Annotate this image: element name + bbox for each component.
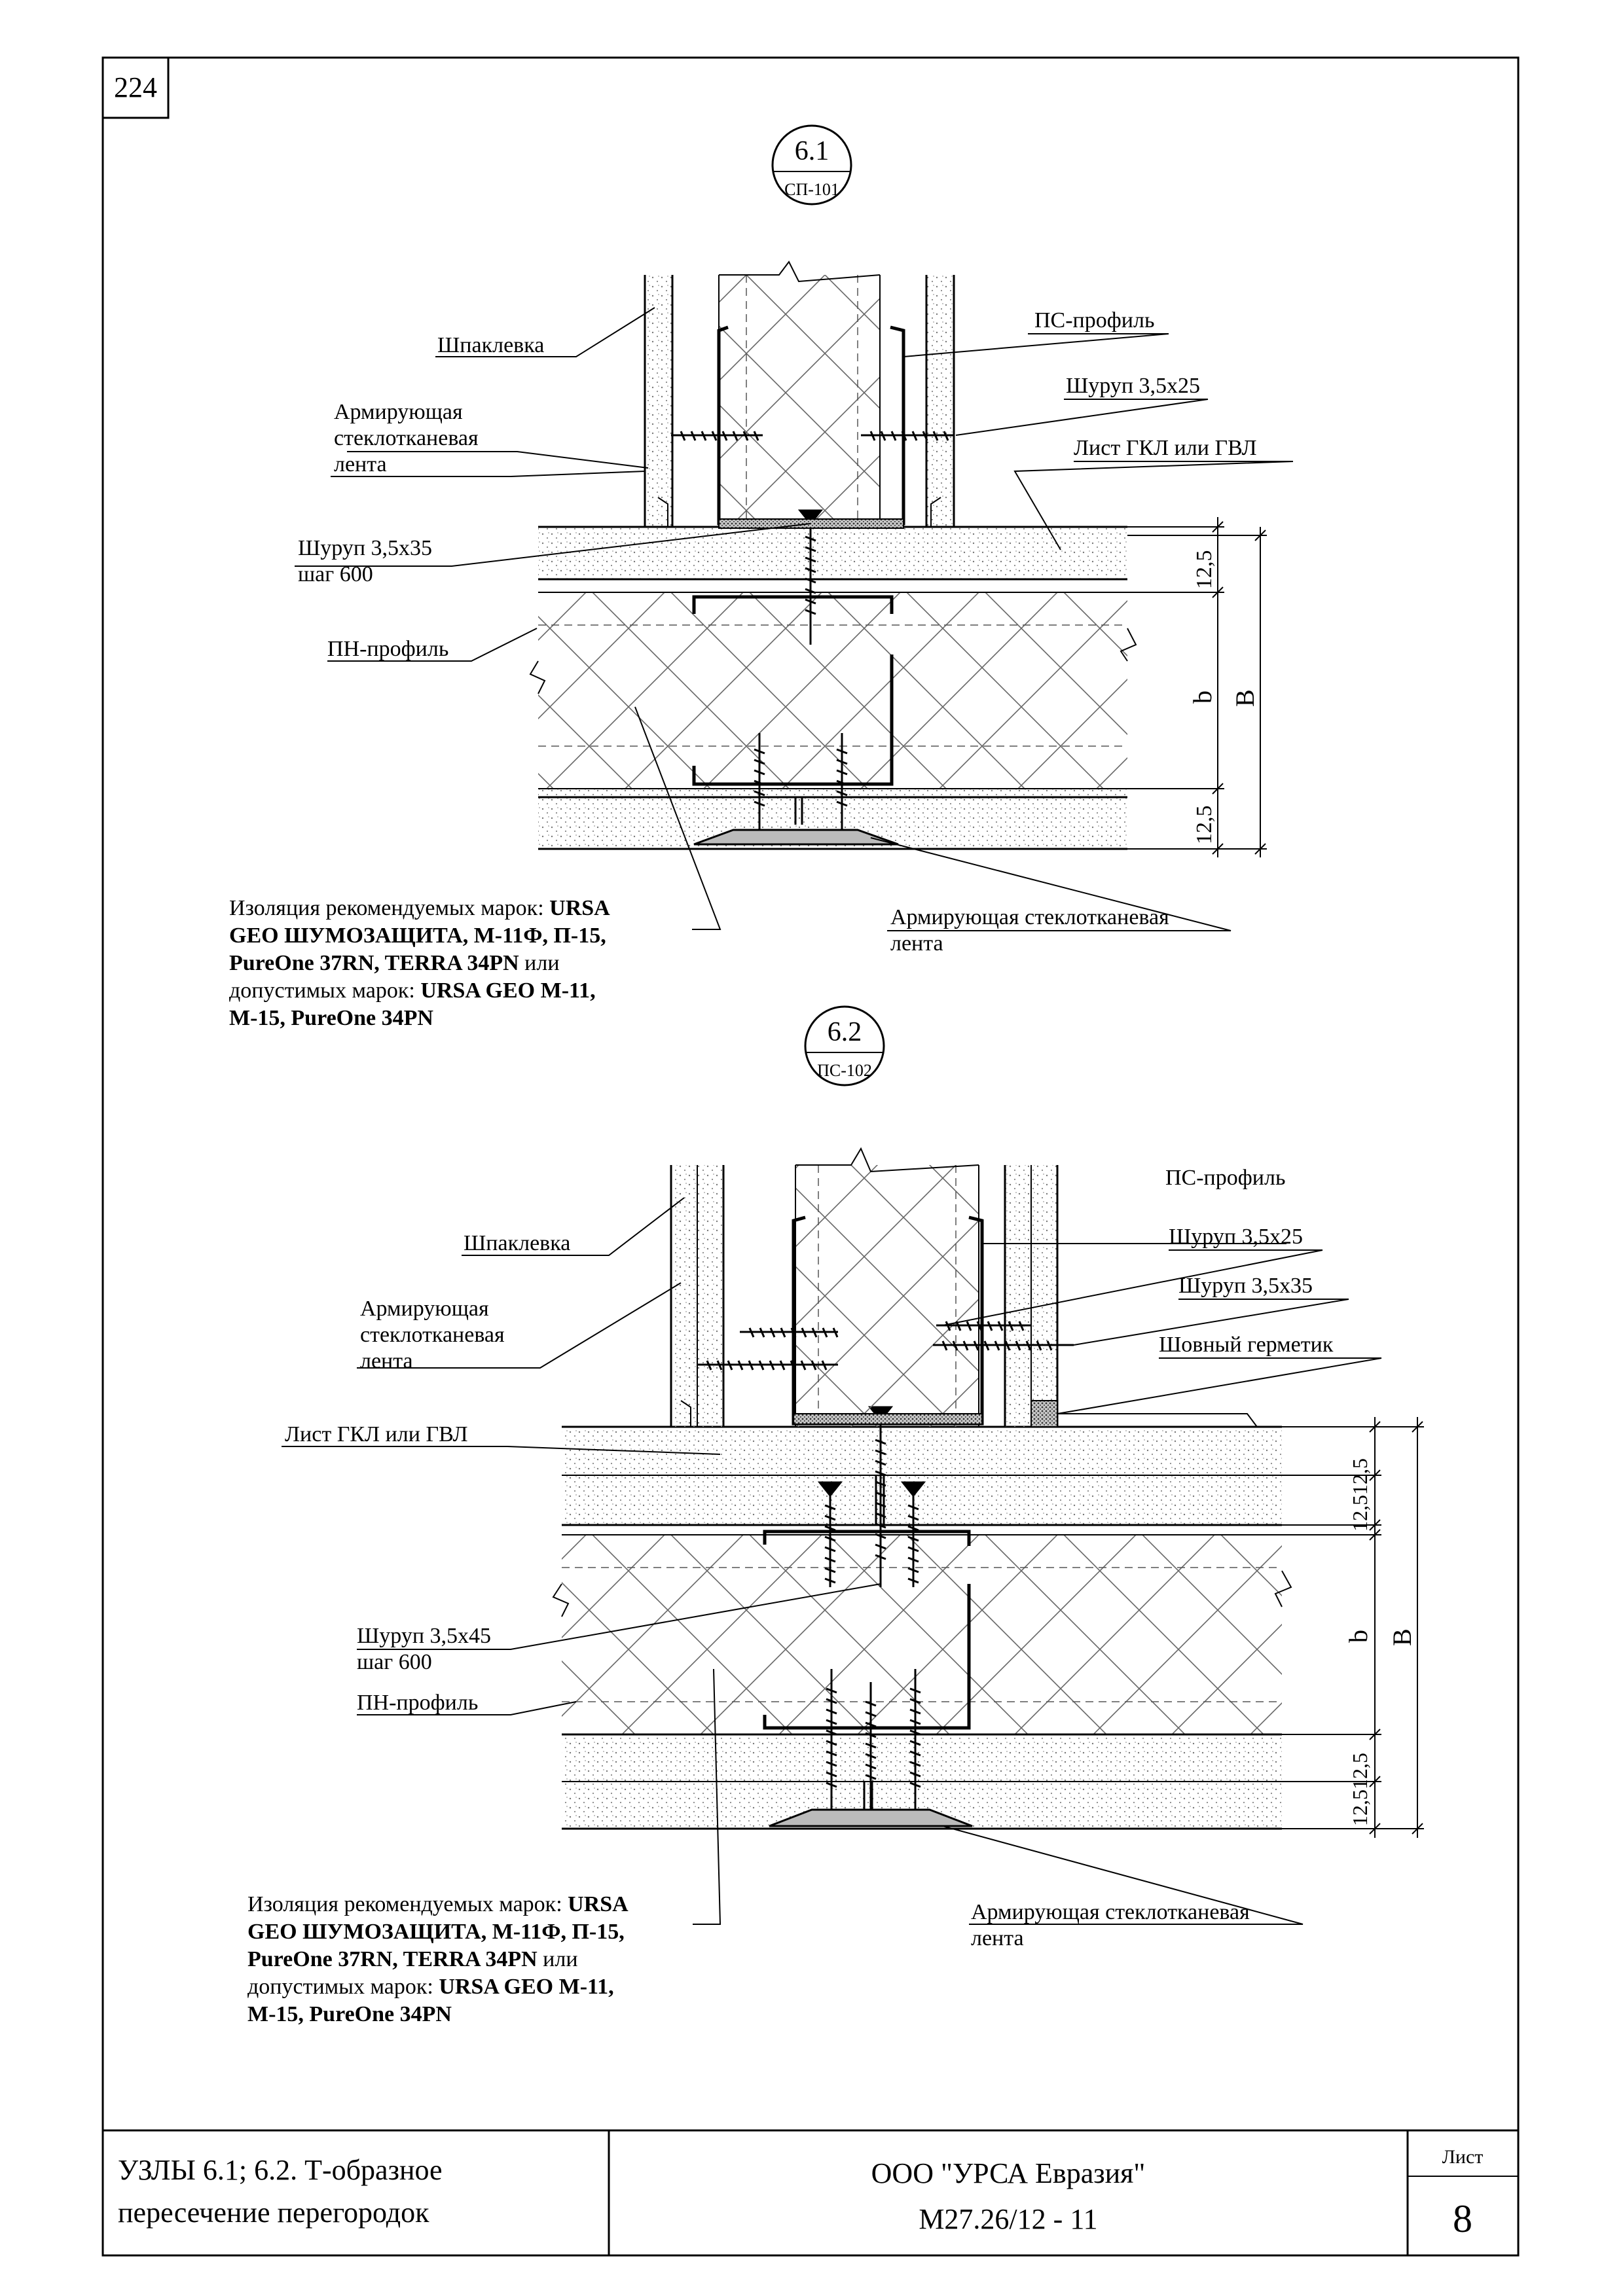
label-bottom-tape-6-1-line1: Армирующая стеклотканевая — [890, 905, 1169, 929]
label-tape-6-2-line2: стеклотканевая — [360, 1323, 505, 1347]
label-screw25-6-1: Шуруп 3,5х25 — [1066, 374, 1201, 398]
label-tape-6-2-line1: Армирующая — [360, 1297, 489, 1321]
wall-abutting-6-1 — [645, 262, 954, 528]
label-ps-6-1: ПС-профиль — [1034, 308, 1155, 332]
sheet-number: 8 — [1453, 2197, 1472, 2240]
dim-bottom-6-2: 12,512,5 — [1348, 1753, 1372, 1826]
dim-top-6-1: 12,5 — [1192, 550, 1216, 589]
svg-text:допустимых марок: URSA GEO М-1: допустимых марок: URSA GEO М-11, — [247, 1975, 614, 1999]
label-tape-6-1-line2: стеклотканевая — [334, 426, 479, 450]
dim-b-6-1: b — [1188, 691, 1217, 704]
svg-text:Изоляция рекомендуемых марок:: Изоляция рекомендуемых марок: URSA — [229, 896, 610, 920]
label-sealant-6-2: Шовный герметик — [1159, 1333, 1334, 1357]
label-screw45-6-2: Шуруп 3,5х45 — [357, 1624, 492, 1648]
title-line-1: УЗЛЫ 6.1; 6.2. Т-образное — [118, 2154, 443, 2186]
svg-text:М-15, PureOne 34PN: М-15, PureOne 34PN — [229, 1006, 433, 1030]
label-gkl-6-2: Лист ГКЛ или ГВЛ — [285, 1422, 468, 1446]
svg-text:GEO ШУМОЗАЩИТА, М-11Ф, П-15,: GEO ШУМОЗАЩИТА, М-11Ф, П-15, — [247, 1920, 625, 1944]
label-step-6-1: шаг 600 — [298, 562, 373, 586]
label-screw25-6-2: Шуруп 3,5х25 — [1169, 1225, 1304, 1249]
label-gkl-6-1: Лист ГКЛ или ГВЛ — [1074, 436, 1257, 460]
svg-text:6.2: 6.2 — [827, 1017, 862, 1047]
detail-6-1 — [229, 126, 1293, 1030]
wall-main-6-2 — [553, 1407, 1291, 1829]
label-bottom-tape-6-2-line1: Армирующая стеклотканевая — [971, 1900, 1250, 1924]
label-ps-6-2: ПС-профиль — [1165, 1166, 1286, 1190]
label-bottom-tape-6-1-line2: лента — [890, 931, 943, 956]
dim-bottom-6-1: 12,5 — [1192, 805, 1216, 844]
document-code: М27.26/12 - 11 — [919, 2203, 1098, 2235]
svg-text:6.1: 6.1 — [794, 136, 830, 166]
label-tape-6-1-line1: Армирующая — [334, 400, 463, 424]
svg-text:М-15, PureOne 34PN: М-15, PureOne 34PN — [247, 2002, 452, 2026]
dim-top-6-2: 12,512,5 — [1348, 1458, 1372, 1532]
dim-B-6-1: B — [1230, 689, 1260, 707]
label-screw35-6-1: Шуруп 3,5х35 — [298, 536, 433, 560]
label-pn-6-2: ПН-профиль — [357, 1691, 479, 1715]
label-step-6-2: шаг 600 — [357, 1650, 432, 1674]
company-name: ООО "УРСА Евразия" — [871, 2157, 1146, 2189]
label-tape-6-2-line3: лента — [360, 1349, 413, 1373]
svg-text:допустимых марок: URSA GEO М-1: допустимых марок: URSA GEO М-11, — [229, 978, 596, 1003]
detail-marker-6-1 — [773, 126, 851, 204]
svg-text:GEO ШУМОЗАЩИТА, М-11Ф, П-15,: GEO ШУМОЗАЩИТА, М-11Ф, П-15, — [229, 924, 606, 948]
sealant-block-6-2 — [1031, 1401, 1057, 1427]
svg-text:СП-101: СП-101 — [784, 180, 839, 199]
svg-text:PureOne 37RN, TERRA 34PN или: PureOne 37RN, TERRA 34PN или — [229, 951, 560, 975]
detail-6-2 — [247, 1007, 1424, 2026]
label-bottom-tape-6-2-line2: лента — [971, 1926, 1024, 1950]
label-shpaklevka-6-1: Шпаклевка — [437, 333, 545, 357]
svg-text:PureOne 37RN, TERRA 34PN или: PureOne 37RN, TERRA 34PN или — [247, 1947, 578, 1971]
wall-abutting-6-2 — [671, 1149, 1257, 1427]
title-line-2: пересечение перегородок — [118, 2197, 429, 2229]
svg-text:Изоляция рекомендуемых марок:: Изоляция рекомендуемых марок: URSA — [247, 1892, 629, 1916]
insulation-note-6-1 — [229, 896, 610, 1030]
label-tape-6-1-line3: лента — [334, 452, 387, 476]
label-shpaklevka-6-2: Шпаклевка — [464, 1231, 571, 1255]
title-block — [118, 2146, 1483, 2240]
svg-text:ПС-102: ПС-102 — [817, 1061, 872, 1080]
insulation-note-6-2 — [247, 1892, 629, 2026]
page-number: 224 — [114, 71, 157, 103]
sheet-label: Лист — [1442, 2146, 1484, 2168]
wall-main-6-1 — [530, 511, 1136, 849]
detail-marker-6-2 — [805, 1007, 884, 1085]
dim-b-6-2: b — [1343, 1630, 1373, 1643]
label-pn-6-1: ПН-профиль — [327, 637, 449, 661]
label-screw35-6-2: Шуруп 3,5х35 — [1178, 1274, 1313, 1298]
dim-B-6-2: B — [1387, 1628, 1417, 1646]
